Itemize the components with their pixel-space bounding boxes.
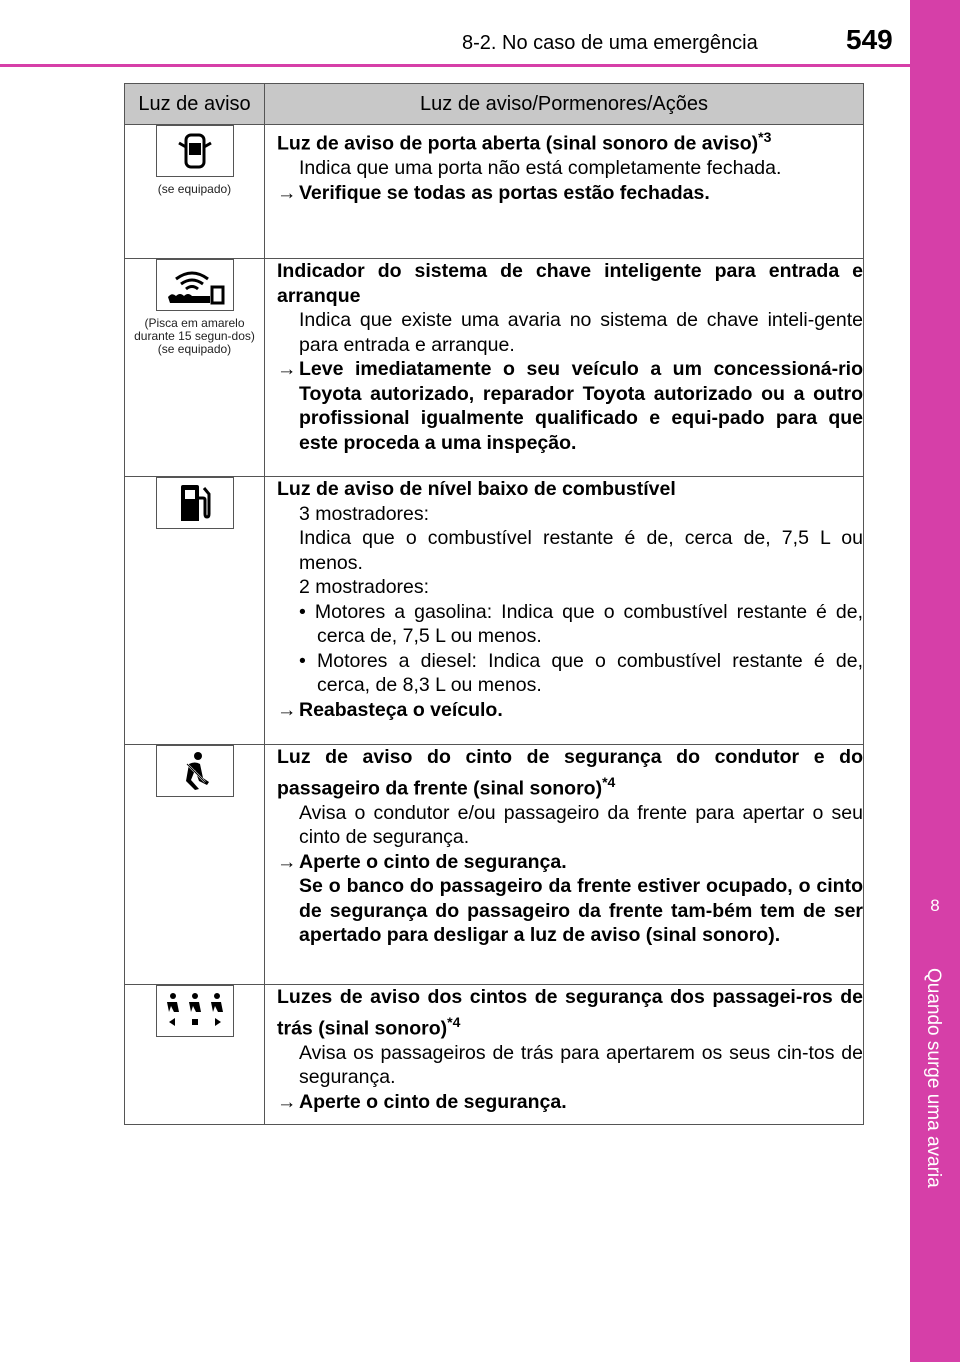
row-action: → Reabasteça o veículo. (277, 698, 503, 721)
table-row (125, 125, 864, 259)
icon-note: (se equipado) (157, 182, 232, 196)
table-row (125, 477, 864, 745)
row-description: Avisa os passageiros de trás para apertarem os seus cin-tos de segurança. (299, 1041, 863, 1088)
page-number: 549 (846, 24, 893, 55)
row-action: → Aperte o cinto de segurança. (277, 850, 567, 873)
footnote-marker: *4 (602, 773, 616, 790)
details-cell (265, 985, 864, 1125)
icon-cell (125, 985, 265, 1125)
bullet-item: • Motores a diesel: Indica que o combustível restante é de, cerca, de 8,3 L ou menos. (299, 649, 863, 696)
icon-note: (Pisca em amarelo durante 15 segun-dos) (se equipado) (134, 316, 255, 356)
chapter-label: Quando surge uma avaria (923, 968, 944, 1188)
arrow-icon: → (277, 1090, 297, 1113)
door-open-icon (156, 125, 234, 177)
column-header-light: Luz de aviso (125, 84, 265, 125)
smart-key-icon (156, 259, 234, 311)
details-cell (265, 477, 864, 745)
fuel-pump-icon (156, 477, 234, 529)
details-cell (265, 259, 864, 477)
arrow-icon: → (277, 698, 297, 721)
row-description: Indica que existe uma avaria no sistema de chave inteli-gente para entrada e arranque. (299, 309, 863, 356)
warning-lights-table (124, 83, 864, 1125)
row-title: Indicador do sistema de chave inteligente para entrada e arranque (277, 260, 863, 307)
arrow-icon: → (277, 850, 297, 873)
row-title: Luz de aviso de nível baixo de combustível (277, 478, 676, 500)
row-title: Luz de aviso do cinto de segurança do condutor e do passageiro da frente (sinal sonoro)$^{*4}$ (277, 746, 863, 799)
row-title: Luzes de aviso dos cintos de segurança dos passagei-ros de trás (sinal sonoro)$^{*4}$ (277, 986, 863, 1039)
rear-seatbelts-icon (156, 985, 234, 1037)
table-row (125, 985, 864, 1125)
icon-cell (125, 125, 265, 259)
bullet-item: • Motores a gasolina: Indica que o combustível restante é de, cerca de, 7,5 L ou menos. (299, 600, 863, 647)
details-cell (265, 745, 864, 985)
row-text: 2 mostradores: (299, 576, 430, 598)
column-header-details: Luz de aviso/Pormenores/Ações (265, 84, 864, 125)
footnote-marker: *3 (758, 129, 772, 145)
row-description: Avisa o condutor e/ou passageiro da frente para apertar o seu cinto de segurança. (299, 801, 863, 848)
section-title: 8-2. No caso de uma emergência (462, 32, 758, 54)
chapter-side-tab (910, 0, 960, 1362)
icon-cell (125, 477, 265, 745)
row-action: → Aperte o cinto de segurança. (277, 1090, 567, 1113)
row-action: → Leve imediatamente o seu veículo a um concessioná-rio Toyota autorizado, reparador Toyota autorizado ou a outro profissional igualmente qualificado e equi-pado para que este proceda a uma inspeção. (277, 358, 863, 454)
header-rule (0, 64, 910, 67)
chapter-number: 8 (930, 896, 940, 915)
row-text: 3 mostradores: (299, 502, 430, 525)
seatbelt-icon (156, 745, 234, 797)
icon-cell (125, 745, 265, 985)
row-text: Indica que o combustível restante é de, cerca de, 7,5 L ou menos. (299, 527, 863, 574)
row-title: Luz de aviso de porta aberta (sinal sonoro de aviso)$^{*3}$ (277, 129, 772, 155)
table-row (125, 259, 864, 477)
table-header-row (125, 84, 864, 125)
icon-cell (125, 259, 265, 477)
row-action: → Verifique se todas as portas estão fechadas. (277, 181, 710, 204)
footnote-marker: *4 (447, 1013, 461, 1030)
row-description: Indica que uma porta não está completamente fechada. (299, 157, 782, 179)
row-action-detail: Se o banco do passageiro da frente estiver ocupado, o cinto de segurança do passageiro da frente tam-bém tem de ser apertado para desligar a luz de aviso (sinal sonoro). (299, 875, 863, 946)
details-cell (265, 125, 864, 259)
arrow-icon: → (277, 358, 297, 380)
arrow-icon: → (277, 181, 297, 204)
table-row (125, 745, 864, 985)
